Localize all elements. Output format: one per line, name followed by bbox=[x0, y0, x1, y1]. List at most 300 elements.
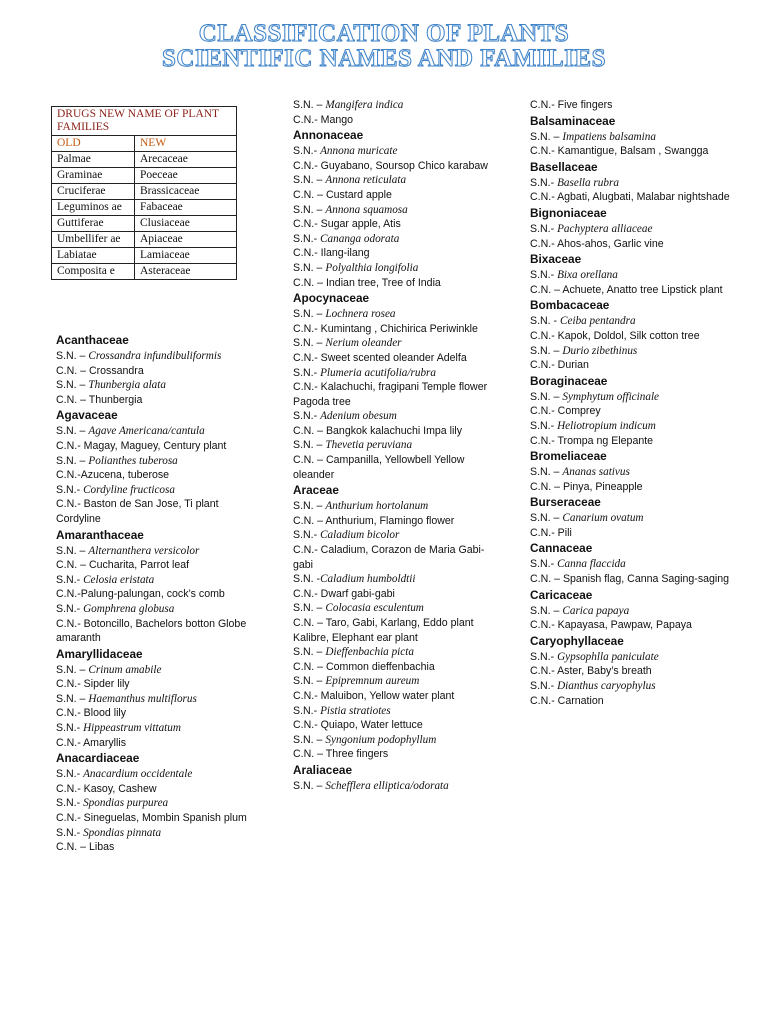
line-prefix: S.N.- bbox=[56, 722, 84, 735]
scientific-name: Celosia eristata bbox=[83, 573, 155, 586]
column-new: NEW bbox=[135, 136, 237, 152]
common-name-line bbox=[56, 706, 256, 721]
line-prefix: C.N.- bbox=[530, 619, 558, 632]
line-prefix: C.N.- bbox=[56, 469, 81, 482]
common-name: Pili bbox=[557, 526, 572, 539]
common-name: Kasoy, Cashew bbox=[83, 782, 157, 795]
scientific-name: Polianthes tuberosa bbox=[88, 454, 178, 467]
family-section bbox=[530, 297, 745, 372]
scientific-name-line bbox=[293, 572, 503, 587]
family-section bbox=[293, 290, 503, 482]
line-prefix: C.N.- bbox=[530, 526, 558, 539]
common-name: Baston de San Jose, Ti plant Cordyline bbox=[56, 498, 219, 525]
line-prefix: S.N. – bbox=[56, 350, 89, 362]
line-prefix: S.N. – bbox=[56, 544, 89, 557]
common-name: Dwarf gabi-gabi bbox=[320, 587, 395, 600]
scientific-name-line bbox=[530, 465, 745, 480]
line-prefix: C.N. – bbox=[293, 748, 326, 761]
family-name: Caricaceae bbox=[530, 587, 593, 602]
line-prefix: S.N.- bbox=[293, 145, 321, 158]
line-prefix: C.N.- bbox=[293, 247, 321, 260]
line-prefix: S.N. – bbox=[293, 261, 326, 274]
new-name-cell: Fabaceae bbox=[135, 200, 237, 216]
scientific-name: Anacardium occidentale bbox=[83, 768, 193, 781]
family-name: Basellaceae bbox=[530, 159, 598, 174]
line-prefix: S.N. – bbox=[530, 130, 563, 143]
line-prefix: S.N. – bbox=[293, 602, 326, 615]
common-name-line bbox=[293, 747, 503, 762]
family-section bbox=[293, 762, 503, 794]
line-prefix: C.N. – bbox=[293, 514, 326, 527]
scientific-name-line bbox=[530, 650, 745, 665]
common-name: Thunbergia bbox=[88, 393, 143, 406]
family-section bbox=[293, 98, 503, 127]
common-name-line bbox=[530, 618, 745, 633]
table-row bbox=[52, 152, 237, 168]
line-prefix: S.N. – bbox=[293, 308, 326, 321]
scientific-name-line bbox=[293, 366, 503, 381]
new-name-cell: Arecaceae bbox=[135, 152, 237, 168]
scientific-name: Pachyptera alliaceae bbox=[557, 222, 653, 235]
family-name: Anacardiaceae bbox=[56, 751, 140, 766]
family-name: Amaranthaceae bbox=[56, 527, 144, 542]
old-name-cell: Labiatae bbox=[52, 248, 135, 264]
line-prefix: S.N. – bbox=[530, 512, 563, 525]
common-name-line bbox=[530, 480, 745, 495]
scientific-name: Haemanthus multiflorus bbox=[88, 692, 197, 705]
column-1 bbox=[56, 332, 256, 855]
line-prefix: S.N. – bbox=[293, 500, 326, 513]
scientific-name: Canarium ovatum bbox=[562, 512, 644, 525]
line-prefix: C.N. – bbox=[530, 480, 563, 493]
line-prefix: C.N.- bbox=[293, 719, 321, 732]
family-section bbox=[56, 750, 256, 855]
scientific-name: Dianthus caryophylus bbox=[557, 680, 656, 693]
line-prefix: S.N. – bbox=[293, 174, 326, 187]
family-name: Agavaceae bbox=[56, 408, 118, 423]
scientific-name-line bbox=[293, 704, 503, 719]
family-section bbox=[530, 159, 745, 205]
scientific-name: Nerium oleander bbox=[325, 337, 402, 350]
common-name-line bbox=[530, 694, 745, 709]
scientific-name: Dieffenbachia picta bbox=[325, 646, 414, 659]
scientific-name-line bbox=[56, 602, 256, 617]
common-name: Libas bbox=[88, 841, 115, 854]
common-name: Ilang-ilang bbox=[320, 247, 370, 260]
common-name-line bbox=[56, 840, 256, 855]
line-prefix: S.N. – bbox=[56, 379, 89, 392]
old-name-cell: Palmae bbox=[52, 152, 135, 168]
common-name-line bbox=[293, 543, 503, 572]
family-section bbox=[530, 98, 745, 113]
line-prefix: S.N. – bbox=[293, 337, 326, 350]
common-name-line bbox=[530, 98, 745, 113]
common-name-line bbox=[293, 159, 503, 174]
common-name: Sweet scented oleander Adelfa bbox=[320, 351, 467, 364]
common-name-line bbox=[56, 393, 256, 408]
common-name-line bbox=[530, 664, 745, 679]
line-prefix: S.N. – bbox=[530, 604, 563, 617]
scientific-name: Alternanthera versicolor bbox=[88, 544, 200, 557]
line-prefix: C.N.- bbox=[530, 237, 558, 250]
scientific-name: Thevetia peruviana bbox=[325, 439, 413, 452]
line-prefix: C.N.- bbox=[293, 381, 321, 394]
column-3 bbox=[530, 98, 745, 708]
scientific-name: Canna flaccida bbox=[557, 558, 626, 571]
common-name-line bbox=[293, 587, 503, 602]
line-prefix: C.N. – bbox=[56, 364, 89, 377]
common-name-line bbox=[530, 358, 745, 373]
line-prefix: S.N. – bbox=[293, 203, 326, 216]
line-prefix: C.N.- bbox=[530, 405, 558, 418]
line-prefix: C.N.- bbox=[293, 351, 321, 364]
line-prefix: C.N.- bbox=[56, 736, 84, 749]
scientific-name: Anthurium hortolanum bbox=[325, 500, 429, 513]
line-prefix: S.N.- bbox=[56, 573, 84, 586]
scientific-name-line bbox=[530, 390, 745, 405]
common-name: Ahos-ahos, Garlic vine bbox=[557, 237, 664, 250]
common-name: Comprey bbox=[557, 405, 601, 418]
old-name-cell: Leguminos ae bbox=[52, 200, 135, 216]
common-name-line bbox=[56, 617, 256, 646]
scientific-name: Spondias purpurea bbox=[83, 797, 169, 810]
scientific-name: Caladium bicolor bbox=[320, 529, 400, 542]
line-prefix: C.N.- bbox=[293, 159, 321, 172]
line-prefix: S.N.- bbox=[293, 366, 321, 379]
line-prefix: S.N.- bbox=[530, 650, 558, 663]
common-name: Quiapo, Water lettuce bbox=[320, 719, 423, 732]
scientific-name: Syngonium podophyllum bbox=[325, 733, 437, 746]
family-name: Apocynaceae bbox=[293, 291, 370, 306]
scientific-name: Thunbergia alata bbox=[88, 379, 166, 392]
scientific-name: Cananga odorata bbox=[320, 232, 400, 245]
scientific-name: Pistia stratiotes bbox=[320, 704, 391, 717]
scientific-name-line bbox=[530, 511, 745, 526]
common-name-line bbox=[56, 587, 256, 602]
family-section bbox=[293, 127, 503, 290]
old-name-cell: Guttiferae bbox=[52, 216, 135, 232]
page-title-line-2: SCIENTIFIC NAMES AND FAMILIES bbox=[162, 45, 606, 72]
scientific-name-line bbox=[56, 826, 256, 841]
common-name-line bbox=[293, 351, 503, 366]
line-prefix: C.N. – bbox=[293, 617, 326, 629]
common-name-line bbox=[56, 364, 256, 379]
family-name: Araceae bbox=[293, 483, 339, 498]
common-name-line bbox=[293, 514, 503, 529]
common-name: Aster, Baby’s breath bbox=[557, 665, 652, 678]
scientific-name: Annona muricate bbox=[320, 145, 398, 158]
common-name-line bbox=[293, 453, 503, 482]
scientific-name: Agave Americana/cantula bbox=[88, 425, 205, 438]
scientific-name-line bbox=[56, 796, 256, 811]
common-name: Kalachuchi, fragipani Temple flower Pagoda tree bbox=[293, 381, 488, 408]
common-name: Cucharita, Parrot leaf bbox=[88, 559, 190, 572]
scientific-name-line bbox=[293, 601, 503, 616]
family-section bbox=[56, 332, 256, 407]
line-prefix: C.N.- bbox=[56, 617, 84, 630]
page-title-line-1: CLASSIFICATION OF PLANTS bbox=[198, 20, 570, 47]
old-name-cell: Composita e bbox=[52, 264, 135, 280]
scientific-name: Crinum amabile bbox=[88, 663, 162, 676]
line-prefix: S.N.- bbox=[530, 222, 558, 235]
common-name: Custard apple bbox=[325, 188, 392, 201]
line-prefix: S.N. – bbox=[56, 692, 89, 705]
common-name: Mango bbox=[320, 113, 354, 126]
line-prefix: S.N. – bbox=[530, 466, 563, 479]
scientific-name-line bbox=[530, 130, 745, 145]
common-name: Achuete, Anatto tree Lipstick plant bbox=[562, 283, 723, 296]
common-name-line bbox=[530, 283, 745, 298]
family-section bbox=[530, 587, 745, 633]
scientific-name-line bbox=[530, 176, 745, 191]
scientific-name-line bbox=[293, 779, 503, 794]
common-name-line bbox=[293, 689, 503, 704]
line-prefix: C.N. – bbox=[530, 283, 563, 296]
scientific-name-line bbox=[530, 222, 745, 237]
family-name: Cannaceae bbox=[530, 541, 593, 556]
scientific-name: Basella rubra bbox=[557, 176, 619, 189]
common-name: Caladium, Corazon de Maria Gabi-gabi bbox=[293, 544, 485, 571]
table-header-row bbox=[52, 107, 237, 136]
common-name: Magay, Maguey, Century plant bbox=[83, 439, 227, 452]
family-name: Bromeliaceae bbox=[530, 449, 607, 464]
common-name-line bbox=[293, 424, 503, 439]
line-prefix: S.N.- bbox=[293, 529, 321, 542]
line-prefix: S.N. – bbox=[293, 646, 326, 659]
common-name: Anthurium, Flamingo flower bbox=[325, 514, 455, 527]
scientific-name: Schefflera elliptica/odorata bbox=[325, 779, 449, 792]
common-name: Trompa ng Elepante bbox=[557, 434, 654, 447]
scientific-name-line bbox=[56, 544, 256, 559]
scientific-name: Heliotropium indicum bbox=[557, 419, 656, 432]
family-section bbox=[530, 633, 745, 708]
common-name-line bbox=[530, 404, 745, 419]
family-section bbox=[530, 251, 745, 297]
line-prefix: S.N.- bbox=[56, 483, 84, 496]
common-name: Agbati, Alugbati, Malabar nightshade bbox=[557, 191, 730, 204]
line-prefix: S.N. – bbox=[293, 779, 326, 792]
family-name: Bignoniaceae bbox=[530, 205, 607, 220]
scientific-name-line bbox=[293, 307, 503, 322]
family-name: Caryophyllaceae bbox=[530, 633, 624, 648]
scientific-name-line bbox=[56, 454, 256, 469]
line-prefix: S.N. – bbox=[293, 99, 326, 111]
scientific-name: Bixa orellana bbox=[557, 269, 618, 282]
line-prefix: S.N. - bbox=[293, 573, 321, 586]
common-name-line bbox=[293, 276, 503, 291]
line-prefix: C.N. – bbox=[293, 454, 326, 467]
common-name: Carnation bbox=[557, 694, 604, 707]
line-prefix: C.N.- bbox=[530, 145, 558, 158]
family-section bbox=[56, 527, 256, 646]
scientific-name-line bbox=[293, 674, 503, 689]
scientific-name: Carica papaya bbox=[562, 604, 630, 617]
line-prefix: S.N.- bbox=[530, 680, 558, 693]
common-name-line bbox=[56, 468, 256, 483]
line-prefix: C.N. – bbox=[56, 559, 89, 572]
new-name-cell: Poeceae bbox=[135, 168, 237, 184]
line-prefix: C.N.- bbox=[56, 498, 84, 511]
scientific-name: Gomphrena globusa bbox=[83, 602, 175, 615]
line-prefix: S.N.- bbox=[293, 232, 321, 245]
common-name: Sineguelas, Mombin Spanish plum bbox=[83, 812, 247, 825]
scientific-name-line bbox=[293, 98, 503, 113]
line-prefix: C.N. – bbox=[56, 841, 89, 854]
line-prefix: S.N.- bbox=[530, 176, 558, 189]
line-prefix: S.N. - bbox=[530, 315, 561, 328]
common-name: Blood lily bbox=[83, 707, 127, 720]
common-name-line bbox=[56, 439, 256, 454]
line-prefix: C.N.- bbox=[56, 678, 84, 691]
common-name: Pinya, Pineapple bbox=[562, 480, 643, 493]
common-name-line bbox=[56, 677, 256, 692]
common-name-line bbox=[530, 329, 745, 344]
common-name-line bbox=[56, 736, 256, 751]
family-name: Araliaceae bbox=[293, 762, 353, 777]
scientific-name-line bbox=[530, 268, 745, 283]
line-prefix: C.N.- bbox=[56, 439, 84, 452]
line-prefix: S.N. – bbox=[293, 439, 326, 452]
common-name: Botoncillo, Bachelors botton Globe amaranth bbox=[56, 617, 247, 645]
scientific-name: Annona squamosa bbox=[325, 203, 408, 216]
column-2 bbox=[293, 98, 503, 794]
scientific-name-line bbox=[56, 573, 256, 588]
scientific-name: Annona reticulata bbox=[325, 174, 407, 187]
common-name-line bbox=[293, 660, 503, 675]
family-section bbox=[530, 494, 745, 540]
scientific-name-line bbox=[56, 692, 256, 707]
line-prefix: C.N. – bbox=[293, 424, 326, 437]
scientific-name-line bbox=[530, 344, 745, 359]
common-name-line bbox=[56, 811, 256, 826]
common-name-line bbox=[293, 217, 503, 232]
line-prefix: C.N. – bbox=[293, 188, 326, 201]
common-name: Maluibon, Yellow water plant bbox=[320, 689, 455, 702]
new-name-cell: Clusiaceae bbox=[135, 216, 237, 232]
line-prefix: C.N.- bbox=[530, 359, 558, 372]
scientific-name: Crossandra infundibuliformis bbox=[88, 350, 222, 362]
scientific-name: Mangifera indica bbox=[325, 99, 404, 111]
common-name: Bangkok kalachuchi Impa lily bbox=[325, 424, 462, 437]
common-name: Spanish flag, Canna Saging-saging bbox=[562, 573, 730, 586]
scientific-name-line bbox=[56, 483, 256, 498]
line-prefix: C.N.- bbox=[56, 588, 81, 601]
common-name-line bbox=[56, 497, 256, 526]
common-name-line bbox=[293, 188, 503, 203]
table-row bbox=[52, 168, 237, 184]
line-prefix: C.N.- bbox=[530, 665, 558, 678]
family-name: Bixaceae bbox=[530, 252, 582, 267]
scientific-name-line bbox=[293, 409, 503, 424]
new-name-cell: Lamiaceae bbox=[135, 248, 237, 264]
scientific-name: Colocasia esculentum bbox=[325, 602, 424, 615]
family-section bbox=[530, 205, 745, 251]
plant-families-table bbox=[51, 106, 237, 280]
common-name: Common dieffenbachia bbox=[325, 660, 435, 673]
scientific-name-line bbox=[293, 203, 503, 218]
line-prefix: S.N.- bbox=[293, 704, 321, 717]
common-name: Campanilla, Yellowbell Yellow oleander bbox=[293, 454, 465, 481]
common-name-line bbox=[530, 237, 745, 252]
line-prefix: C.N.- bbox=[293, 544, 321, 557]
common-name: Kamantigue, Balsam , Swangga bbox=[557, 145, 709, 158]
scientific-name-line bbox=[56, 349, 256, 364]
scientific-name-line bbox=[293, 499, 503, 514]
family-name: Annonaceae bbox=[293, 128, 364, 143]
line-prefix: C.N. – bbox=[530, 573, 563, 586]
common-name-line bbox=[56, 782, 256, 797]
line-prefix: S.N.- bbox=[56, 826, 84, 839]
common-name: Sipder lily bbox=[83, 678, 130, 691]
old-name-cell: Cruciferae bbox=[52, 184, 135, 200]
family-name: Balsaminaceae bbox=[530, 113, 616, 128]
scientific-name-line bbox=[293, 173, 503, 188]
scientific-name: Epipremnum aureum bbox=[325, 675, 420, 688]
new-name-cell: Brassicaceae bbox=[135, 184, 237, 200]
line-prefix: C.N.- bbox=[293, 113, 321, 126]
table-header: DRUGS NEW NAME OF PLANT FAMILIES bbox=[52, 107, 237, 136]
scientific-name-line bbox=[530, 419, 745, 434]
scientific-name-line bbox=[56, 378, 256, 393]
line-prefix: S.N. – bbox=[530, 390, 563, 403]
family-section bbox=[530, 448, 745, 494]
common-name-line bbox=[530, 434, 745, 449]
common-name-line bbox=[56, 558, 256, 573]
scientific-name: Hippeastrum vittatum bbox=[83, 722, 181, 735]
scientific-name: Ceiba pentandra bbox=[560, 315, 636, 328]
scientific-name: Impatiens balsamina bbox=[562, 130, 656, 143]
line-prefix: C.N.- bbox=[56, 707, 84, 720]
line-prefix: S.N.- bbox=[530, 419, 558, 432]
common-name-line bbox=[530, 144, 745, 159]
scientific-name-line bbox=[293, 144, 503, 159]
line-prefix: S.N.- bbox=[293, 410, 321, 423]
line-prefix: S.N.- bbox=[530, 269, 558, 282]
line-prefix: C.N.- bbox=[530, 434, 558, 447]
scientific-name: Symphytum officinale bbox=[562, 390, 660, 403]
new-name-cell: Apiaceae bbox=[135, 232, 237, 248]
line-prefix: S.N. – bbox=[56, 454, 89, 467]
line-prefix: S.N. – bbox=[293, 733, 326, 746]
scientific-name: Gypsophlla paniculate bbox=[557, 650, 659, 663]
common-name: Guyabano, Soursop Chico karabaw bbox=[320, 159, 488, 172]
family-section bbox=[293, 482, 503, 762]
line-prefix: S.N. – bbox=[293, 675, 326, 688]
scientific-name-line bbox=[56, 721, 256, 736]
line-prefix: C.N.- bbox=[56, 782, 84, 795]
family-name: Amaryllidaceae bbox=[56, 646, 143, 661]
line-prefix: S.N. – bbox=[530, 344, 563, 357]
common-name-line bbox=[293, 718, 503, 733]
line-prefix: C.N.- bbox=[530, 191, 558, 204]
scientific-name-line bbox=[293, 232, 503, 247]
common-name-line bbox=[530, 190, 745, 205]
line-prefix: S.N.- bbox=[56, 768, 84, 781]
table-row bbox=[52, 232, 237, 248]
common-name: Kapayasa, Pawpaw, Papaya bbox=[557, 619, 692, 632]
scientific-name-line bbox=[56, 767, 256, 782]
scientific-name-line bbox=[293, 336, 503, 351]
common-name-line bbox=[530, 572, 745, 587]
scientific-name-line bbox=[293, 528, 503, 543]
common-name: Three fingers bbox=[325, 748, 389, 761]
line-prefix: C.N.- bbox=[293, 689, 321, 702]
scientific-name: Spondias pinnata bbox=[83, 826, 162, 839]
scientific-name: Lochnera rosea bbox=[325, 308, 396, 321]
scientific-name-line bbox=[530, 604, 745, 619]
family-name: Acanthaceae bbox=[56, 333, 129, 347]
family-section bbox=[56, 646, 256, 751]
